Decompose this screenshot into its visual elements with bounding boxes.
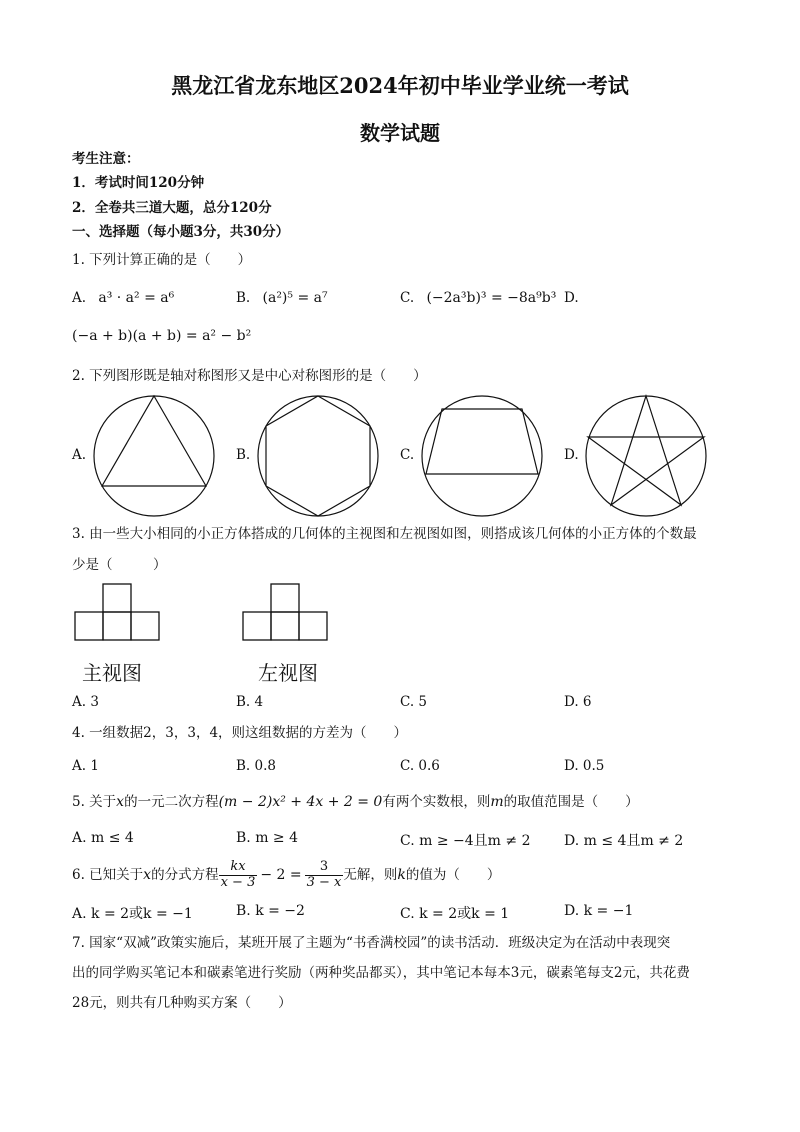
q1-option-d-text: (−a + b)(a + b) = a² − b² xyxy=(72,328,252,344)
q4-option-b: B. 0.8 xyxy=(236,758,276,774)
q3-stem-line2: 少是（ ） xyxy=(72,557,167,573)
q3-option-c: C. 5 xyxy=(400,694,428,710)
front-view-figure xyxy=(74,583,164,641)
q5-option-a: A. m ≤ 4 xyxy=(72,830,134,846)
q1-option-d-label: D. xyxy=(564,290,579,306)
exam-subtitle: 数学试题 xyxy=(360,121,440,145)
q5-stem: 5. 关于x的一元二次方程(m − 2)x² + 4x + 2 = 0有两个实数根，则m的取值范围是（ ） xyxy=(72,794,639,810)
q1-option-a: A. a³ · a² = a⁶ xyxy=(72,290,175,306)
notice-item-2: 2．全卷共三道大题，总分120分 xyxy=(72,200,272,216)
q6-option-a: A. k = 2或k = −1 xyxy=(72,906,193,922)
q7-line-1: 7. 国家“双减”政策实施后，某班开展了主题为“书香满校园”的读书活动．班级决定为在活动中表现突 xyxy=(72,935,671,951)
q3-option-a: A. 3 xyxy=(72,694,99,710)
q3-stem-line1: 3. 由一些大小相同的小正方体搭成的几何体的主视图和左视图如图，则搭成该几何体的小正方体的个数最 xyxy=(72,526,697,542)
q2-option-c-label: C. xyxy=(400,447,415,463)
q1-option-b: B. (a²)⁵ = a⁷ xyxy=(236,290,328,306)
q4-option-a: A. 1 xyxy=(72,758,99,774)
q5-equation: (m − 2)x² + 4x + 2 = 0 xyxy=(218,794,383,810)
q6-option-d: D. k = −1 xyxy=(564,903,634,919)
circle-hexagon-figure xyxy=(256,394,380,518)
front-view-label: 主视图 xyxy=(82,661,142,685)
q1-stem: 1. 下列计算正确的是（ ） xyxy=(72,252,252,268)
q7-line-3: 28元，则共有几种购买方案（ ） xyxy=(72,995,292,1011)
notice-item-1: 1．考试时间120分钟 xyxy=(72,175,205,191)
circle-triangle-figure xyxy=(92,394,216,518)
left-view-label: 左视图 xyxy=(258,661,318,685)
q2-option-b-label: B. xyxy=(236,447,251,463)
exam-title: 黑龙江省龙东地区2024年初中毕业学业统一考试 xyxy=(171,73,629,98)
q6-option-b: B. k = −2 xyxy=(236,903,305,919)
q6-fraction-2: $\frac{3}{3 - x}$ xyxy=(306,859,342,890)
q2-stem: 2. 下列图形既是轴对称图形又是中心对称图形的是（ ） xyxy=(72,368,427,384)
q5-option-d: D. m ≤ 4且m ≠ 2 xyxy=(564,833,684,849)
q6-stem: 6. 已知关于x的分式方程 $\frac{kx}{x - 3}$ − 2 = $\frac{3}{3 - x}$ 无解，则k的值为（ ） xyxy=(72,859,501,890)
q5-option-c: C. m ≥ −4且m ≠ 2 xyxy=(400,833,531,849)
q7-line-2: 出的同学购买笔记本和碳素笔进行奖励（两种奖品都买），其中笔记本每本3元，碳素笔每支2元，共花费 xyxy=(72,965,690,981)
q6-option-c: C. k = 2或k = 1 xyxy=(400,906,510,922)
circle-trapezoid-figure xyxy=(420,394,544,518)
q2-option-a-label: A. xyxy=(72,447,87,463)
q6-fraction-1: $\frac{kx}{x - 3}$ xyxy=(220,859,256,890)
q3-option-b: B. 4 xyxy=(236,694,264,710)
circle-star-figure xyxy=(584,394,708,518)
q4-stem: 4. 一组数据2，3，3，4，则这组数据的方差为（ ） xyxy=(72,725,408,741)
q4-option-d: D. 0.5 xyxy=(564,758,605,774)
q2-option-d-label: D. xyxy=(564,447,579,463)
notice-label: 考生注意： xyxy=(72,151,140,167)
q3-option-d: D. 6 xyxy=(564,694,592,710)
left-view-figure xyxy=(242,583,332,641)
section-heading: 一、选择题（每小题3分，共30分） xyxy=(72,224,290,240)
q4-option-c: C. 0.6 xyxy=(400,758,440,774)
q1-option-c: C. (−2a³b)³ = −8a⁹b³ xyxy=(400,290,557,306)
q5-option-b: B. m ≥ 4 xyxy=(236,830,299,846)
